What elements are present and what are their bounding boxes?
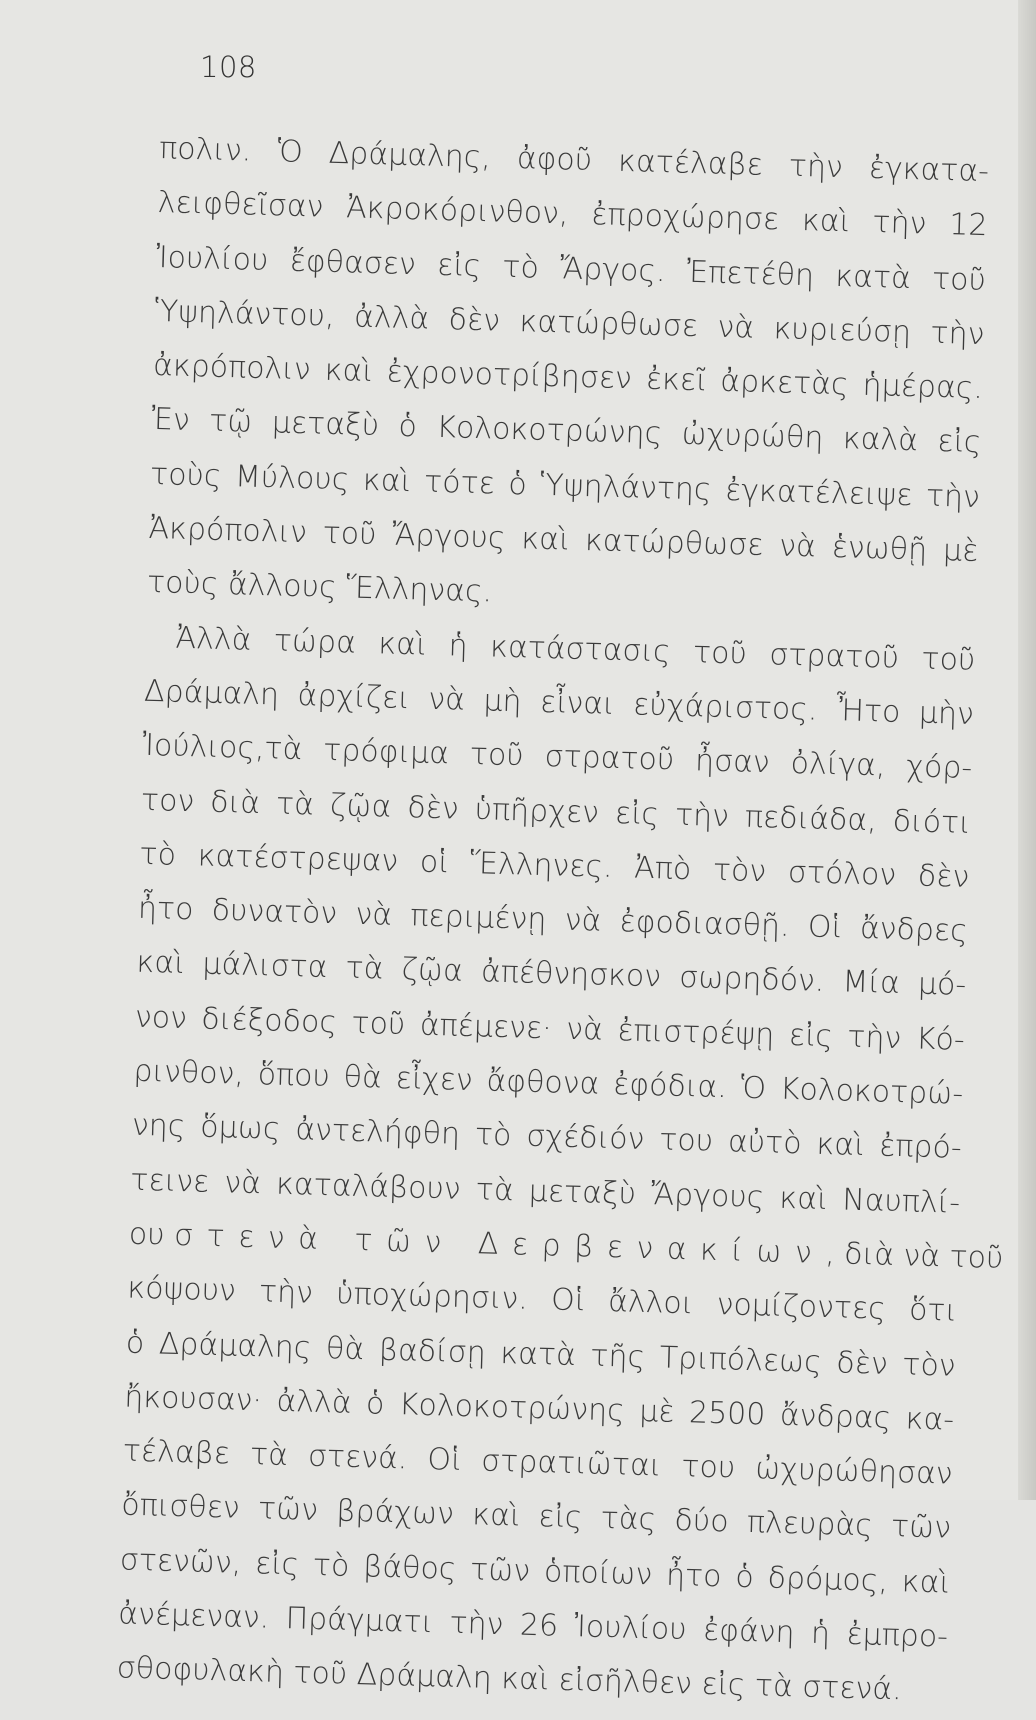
text-line: ἦτο δυνατὸν νὰ περιμένῃ νὰ ἐφοδιασθῇ. Οἱ ἄνδρες xyxy=(137,890,969,950)
text-line: ἀνέμεναν. Πράγματι τὴν 26 Ἰουλίου ἐφάνη ἡ ἐμπρο- xyxy=(117,1596,949,1655)
text-line: τοὺς ἄλλους Ἕλληνας. xyxy=(146,565,493,610)
text-line: καὶ μάλιστα τὰ ζῷα ἀπέθνησκον σωρηδόν. Μία μό- xyxy=(136,945,967,1004)
text-line: ὄπισθεν τῶν βράχων καὶ εἰς τὰς δύο πλευρὰς τῶν xyxy=(120,1487,952,1547)
text-line: Ἰούλιος,τὰ τρόφιμα τοῦ στρατοῦ ἦσαν ὀλίγα, χόρ- xyxy=(142,728,973,787)
text-line: νον διέξοδος τοῦ ἀπέμενε· νὰ ἐπιστρέψῃ εἰς τὴν Κό- xyxy=(134,999,966,1058)
text-line: Ὑψηλάντου, ἀλλὰ δὲν κατώρθωσε νὰ κυριεύσῃ τὴν xyxy=(154,293,985,352)
text-line: τεινε νὰ καταλάβουν τὰ μεταξὺ Ἄργους καὶ Ναυπλί- xyxy=(129,1162,961,1221)
text-line: ἤκουσαν· ἀλλὰ ὁ Κολοκοτρώνης μὲ 2500 ἄνδρας κα- xyxy=(123,1379,955,1438)
text-line: τὸ κατέστρεψαν οἱ Ἕλληνες. Ἀπὸ τὸν στόλον δὲν xyxy=(139,836,970,895)
text-line: τον διὰ τὰ ζῷα δὲν ὑπῆρχεν εἰς τὴν πεδιάδα, διότι xyxy=(140,782,972,841)
text-line: λειφθεῖσαν Ἀκροκόρινθον, ἐπροχώρησε καὶ τὴν 12 xyxy=(157,185,988,244)
text-line: ἀκρόπολιν καὶ ἐχρονοτρίβησεν ἐκεῖ ἀρκετὰς ἡμέρας. xyxy=(152,348,984,407)
text-line: Δράμαλη ἀρχίζει νὰ μὴ εἶναι εὐχάριστος. Ἦτο μὴν xyxy=(143,673,975,732)
text-line: κόψουν τὴν ὑποχώρησιν. Οἱ ἄλλοι νομίζοντες ὅτι xyxy=(126,1270,958,1329)
text-line: τέλαβε τὰ στενά. Οἱ στρατιῶται του ὠχυρώθησαν xyxy=(122,1433,954,1492)
text-line-pre: ου xyxy=(128,1216,175,1253)
text-line: ρινθον, ὅπου θὰ εἶχεν ἄφθονα ἐφόδια. Ὁ Κολοκοτρώ- xyxy=(132,1053,964,1112)
text-line: νης ὅμως ἀντελήφθη τὸ σχέδιόν του αὐτὸ καὶ ἐπρό- xyxy=(131,1107,963,1167)
spaced-emphasis: στενὰ τῶν Δερβενακίων xyxy=(173,1217,826,1271)
page-edge xyxy=(1018,0,1036,1500)
text-line: ὁ Δράμαλης θὰ βαδίσῃ κατὰ τῆς Τριπόλεως δὲν τὸν xyxy=(125,1325,957,1384)
text-line: σθοφυλακὴ τοῦ Δράμαλη καὶ εἰσῆλθεν εἰς τὰ στενά. xyxy=(116,1650,903,1708)
text-line: Ἰουλίου ἔφθασεν εἰς τὸ Ἄργος. Ἐπετέθη κατὰ τοῦ xyxy=(155,239,987,298)
text-line: Ἀλλὰ τώρα καὶ ἡ κατάστασις τοῦ στρατοῦ τοῦ xyxy=(175,620,976,678)
page-number: 108 xyxy=(200,50,257,84)
body-text xyxy=(116,122,1004,1719)
text-line: πολιν. Ὁ Δράμαλης, ἀφοῦ κατέλαβε τὴν ἐγκατα- xyxy=(158,130,990,190)
text-line: στενῶν, εἰς τὸ βάθος τῶν ὁποίων ἦτο ὁ δρόμος, καὶ xyxy=(119,1542,951,1601)
text-line: Ἐν τῷ μεταξὺ ὁ Κολοκοτρώνης ὠχυρώθη καλὰ εἰς xyxy=(151,402,982,461)
text-line: τοὺς Μύλους καὶ τότε ὁ Ὑψηλάντης ἐγκατέλειψε τὴν xyxy=(149,456,981,515)
text-line-post: , διὰ νὰ τοῦ xyxy=(824,1235,1004,1276)
text-line: Ἀκρόπολιν τοῦ Ἄργους καὶ κατώρθωσε νὰ ἑνωθῇ μὲ xyxy=(148,510,979,570)
